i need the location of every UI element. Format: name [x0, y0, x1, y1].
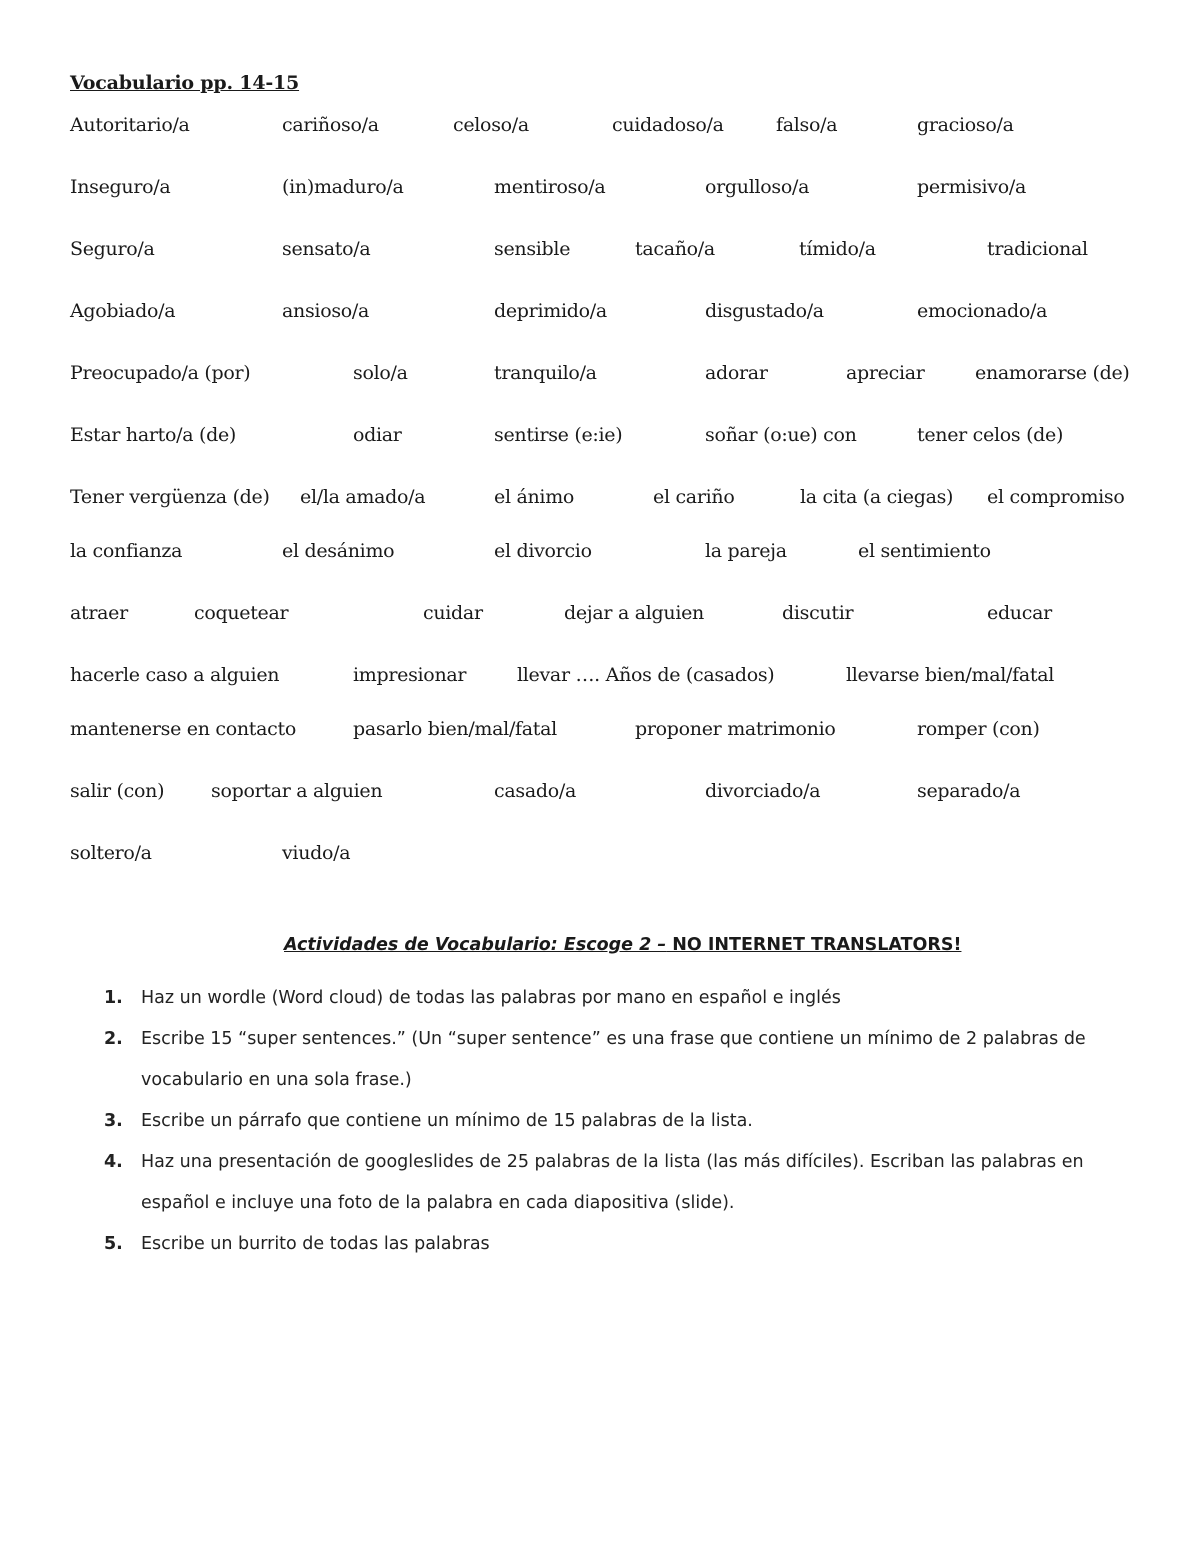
vocab-word: discutir [782, 602, 854, 624]
vocab-row [0, 300, 1200, 330]
activity-item [0, 978, 1121, 1019]
vocab-word: tradicional [987, 238, 1088, 260]
activities-list [0, 978, 1200, 1265]
activity-item [0, 1019, 1121, 1101]
activity-number: 3. [104, 1111, 123, 1131]
vocab-word: apreciar [846, 362, 925, 384]
vocabulary-title: Vocabulario pp. 14-15 [70, 72, 300, 94]
vocab-word: casado/a [494, 780, 576, 802]
vocab-word: emocionado/a [917, 300, 1048, 322]
vocab-word: salir (con) [70, 780, 165, 802]
vocab-word: sentirse (e:ie) [494, 424, 623, 446]
vocab-word: sensible [494, 238, 571, 260]
activity-text: Haz una presentación de googleslides de 25 palabras de la lista (las más difíciles). Escriban las palabras en español e incluye una foto de la palabra en cada diapositiva (slide). [141, 1152, 1084, 1213]
vocab-word: dejar a alguien [564, 602, 704, 624]
activity-number: 1. [104, 988, 123, 1008]
vocab-word: enamorarse (de) [975, 362, 1130, 384]
vocab-word: el divorcio [494, 540, 592, 562]
vocab-word: Tener vergüenza (de) [70, 486, 270, 508]
activities-title [284, 935, 961, 955]
vocab-word: cuidar [423, 602, 483, 624]
vocab-word: Preocupado/a (por) [70, 362, 251, 384]
vocab-row [0, 842, 1200, 872]
vocab-word: impresionar [353, 664, 467, 686]
vocab-word: soportar a alguien [211, 780, 383, 802]
vocab-word: la confianza [70, 540, 183, 562]
vocab-word: Agobiado/a [70, 300, 176, 322]
vocab-word: hacerle caso a alguien [70, 664, 280, 686]
vocab-word: el sentimiento [858, 540, 991, 562]
vocab-word: permisivo/a [917, 176, 1027, 198]
activity-text: Haz un wordle (Word cloud) de todas las palabras por mano en español e inglés [141, 988, 841, 1008]
vocab-word: soñar (o:ue) con [705, 424, 857, 446]
vocab-word: tímido/a [799, 238, 876, 260]
vocab-word: llevarse bien/mal/fatal [846, 664, 1055, 686]
vocab-word: gracioso/a [917, 114, 1014, 136]
vocab-word: atraer [70, 602, 128, 624]
vocab-word: (in)maduro/a [282, 176, 404, 198]
vocab-word: cuidadoso/a [612, 114, 724, 136]
vocab-row [0, 780, 1200, 810]
vocab-word: orgulloso/a [705, 176, 810, 198]
vocab-row [0, 718, 1200, 748]
vocab-row [0, 486, 1200, 516]
vocab-word: odiar [353, 424, 402, 446]
vocab-word: proponer matrimonio [635, 718, 836, 740]
vocab-word: pasarlo bien/mal/fatal [353, 718, 557, 740]
activity-item [0, 1224, 1121, 1265]
vocab-word: tener celos (de) [917, 424, 1064, 446]
activities-title-upper: NO INTERNET TRANSLATORS! [666, 935, 962, 955]
activity-text: Escribe un burrito de todas las palabras [141, 1234, 490, 1254]
vocab-row [0, 176, 1200, 206]
vocab-word: divorciado/a [705, 780, 821, 802]
vocab-word: tranquilo/a [494, 362, 597, 384]
vocab-row [0, 238, 1200, 268]
vocab-word: soltero/a [70, 842, 152, 864]
activity-number: 5. [104, 1234, 123, 1254]
vocab-word: mantenerse en contacto [70, 718, 296, 740]
vocab-word: adorar [705, 362, 768, 384]
activities-title-italic: Actividades de Vocabulario: Escoge 2 – [284, 935, 667, 955]
vocab-word: el desánimo [282, 540, 395, 562]
vocab-word: la cita (a ciegas) [800, 486, 954, 508]
vocab-word: el cariño [653, 486, 735, 508]
vocab-row [0, 362, 1200, 392]
vocab-word: tacaño/a [635, 238, 715, 260]
vocab-word: falso/a [776, 114, 838, 136]
activity-item [0, 1142, 1121, 1224]
vocab-word: separado/a [917, 780, 1021, 802]
activity-number: 2. [104, 1029, 123, 1049]
vocab-row [0, 114, 1200, 144]
vocab-word: celoso/a [453, 114, 529, 136]
vocab-word: Autoritario/a [70, 114, 190, 136]
vocab-word: Inseguro/a [70, 176, 171, 198]
vocab-word: llevar …. Años de (casados) [517, 664, 775, 686]
vocab-word: deprimido/a [494, 300, 607, 322]
vocab-word: solo/a [353, 362, 408, 384]
vocab-word: cariñoso/a [282, 114, 379, 136]
vocab-word: Estar harto/a (de) [70, 424, 237, 446]
vocab-word: sensato/a [282, 238, 371, 260]
vocab-word: coquetear [194, 602, 289, 624]
vocab-word: educar [987, 602, 1052, 624]
vocab-word: la pareja [705, 540, 787, 562]
vocab-word: Seguro/a [70, 238, 155, 260]
vocab-word: viudo/a [282, 842, 351, 864]
vocab-word: el/la amado/a [300, 486, 426, 508]
vocab-word: mentiroso/a [494, 176, 606, 198]
vocab-row [0, 602, 1200, 632]
vocab-word: disgustado/a [705, 300, 824, 322]
vocab-row [0, 540, 1200, 570]
activity-text: Escribe 15 “super sentences.” (Un “super sentence” es una frase que contiene un mínimo de 2 palabras de vocabulario en una sola frase.) [141, 1029, 1086, 1090]
vocab-word: el compromiso [987, 486, 1125, 508]
vocab-word: el ánimo [494, 486, 575, 508]
activity-number: 4. [104, 1152, 123, 1172]
vocab-word: romper (con) [917, 718, 1040, 740]
activity-text: Escribe un párrafo que contiene un mínimo de 15 palabras de la lista. [141, 1111, 753, 1131]
vocab-row [0, 664, 1200, 694]
vocab-row [0, 424, 1200, 454]
activity-item [0, 1101, 1121, 1142]
vocab-word: ansioso/a [282, 300, 370, 322]
